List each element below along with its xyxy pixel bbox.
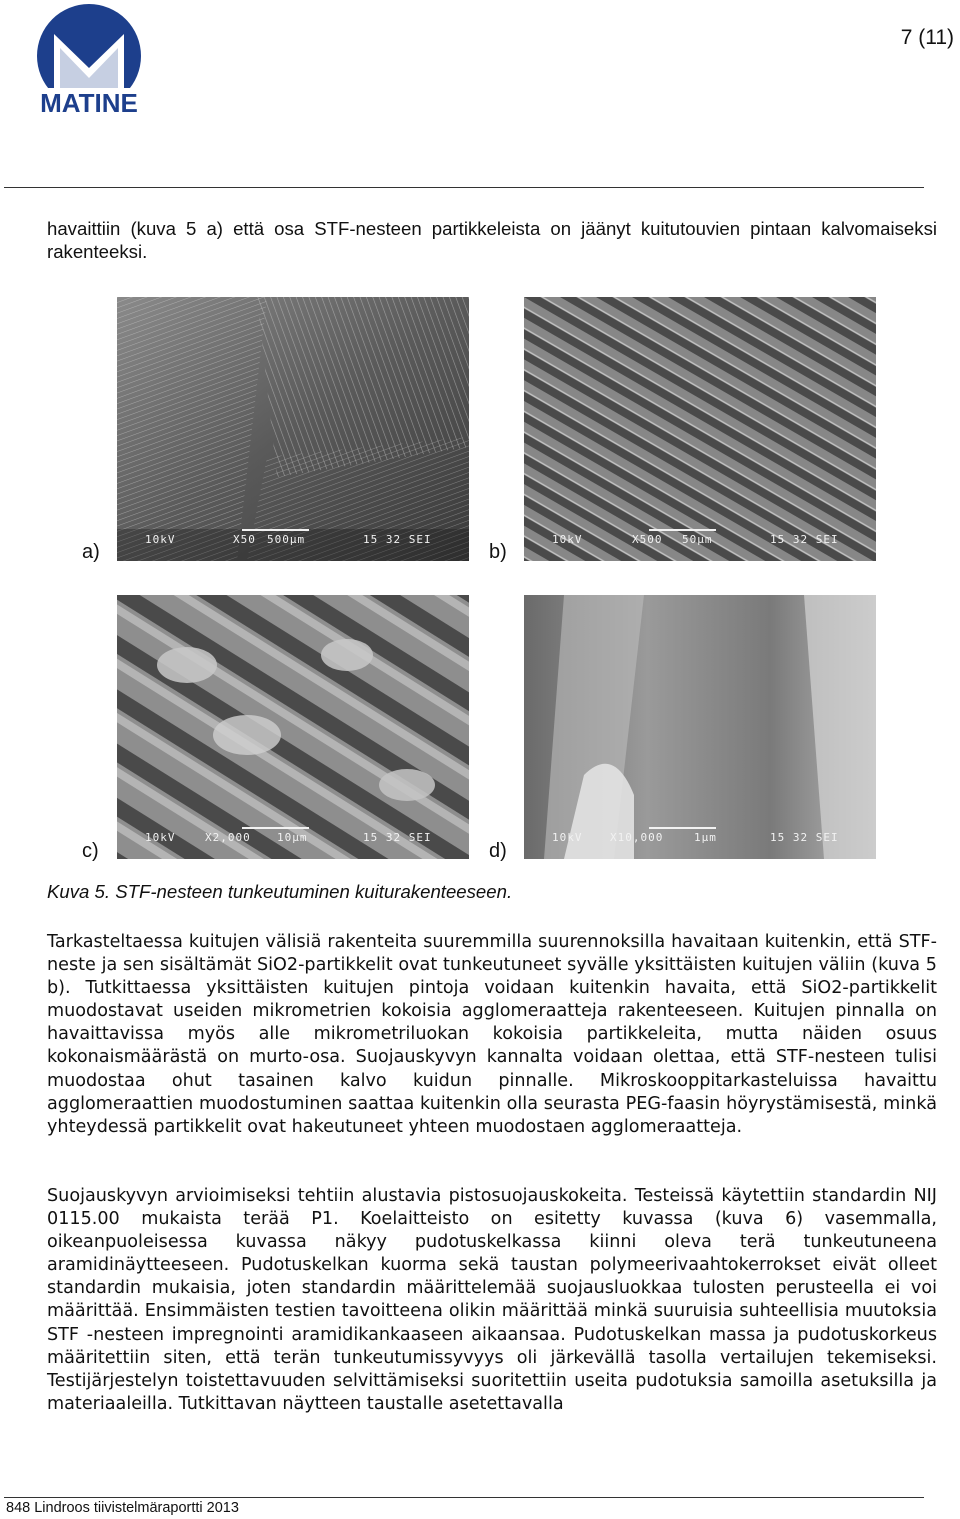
figure-caption: Kuva 5. STF-nesteen tunkeutuminen kuiturakenteeseen. — [47, 881, 513, 902]
sem-magnification: X10,000 — [610, 831, 664, 844]
sem-kv: 10kV — [552, 533, 583, 546]
footer-divider — [4, 1497, 924, 1498]
sem-kv: 10kV — [552, 831, 583, 844]
sem-id: 15 32 SEI — [770, 831, 839, 844]
sem-id: 15 32 SEI — [363, 533, 432, 546]
sem-scale: 50µm — [682, 533, 713, 546]
sem-id: 15 32 SEI — [363, 831, 432, 844]
sem-scale: 500µm — [267, 533, 306, 546]
sem-kv: 10kV — [145, 533, 176, 546]
sem-image-a — [117, 297, 469, 561]
sem-image-c — [117, 595, 469, 859]
figure-label-b: b) — [489, 541, 507, 563]
figure-label-c: c) — [82, 840, 99, 862]
sem-id: 15 32 SEI — [770, 533, 839, 546]
sem-magnification: X50 — [233, 533, 256, 546]
footer-text: 848 Lindroos tiivistelmäraportti 2013 — [6, 1500, 239, 1516]
sem-kv: 10kV — [145, 831, 176, 844]
page-number: 7 (11) — [900, 26, 954, 49]
figure-label-a: a) — [82, 541, 100, 563]
sem-scale: 10µm — [277, 831, 308, 844]
intro-paragraph: havaittiin (kuva 5 a) että osa STF-nesteen partikkeleista on jäänyt kuitutouvien pintaan kalvomaiseksi rakenteeksi. — [47, 218, 937, 263]
figure-label-d: d) — [489, 840, 507, 862]
sem-magnification: X2,000 — [205, 831, 251, 844]
sem-scale: 1µm — [694, 831, 717, 844]
matine-logo — [22, 4, 156, 116]
body-paragraph-2: Suojauskyvyn arvioimiseksi tehtiin alustavia pistosuojauskokeita. Testeissä käytettiin standardin NIJ 0115.00 mukaista terää P1. Koelaitteisto on esitetty kuvassa (kuva 6) vasemmalla, oikeanpuoleisessa kuvassa näkyy pudotuskelkassa kiinni oleva terä tunkeutuneena aramidinäytteeseen. Pudotuskelkan kuorma sekä taustan polymeerivaahtokerrokset eivät olleet standardin mukaisia, joten standardin määrittelemää suojausluokkaa tulosten perusteella ei voi määrittää. Ensimmäisten testien tavoitteena olikin määrittää minkä suuruisia suhteellisia muutoksia STF -nesteen impregnointi aramidikankaaseen aikaansaa. Pudotuskelkan massa ja pudotuskorkeus määritettiin siten, että terän tunkeutumissyvyys oli järkevällä tasolla vertailujen tekemiseksi. Testijärjestelyn toistettavuuden selvittämiseksi suoritettiin useita pudotuksia samoilla asetuksilla ja materiaaleilla. Tutkittavan näytteen taustalle asetettavalla — [47, 1186, 937, 1414]
sem-image-d — [524, 595, 876, 859]
body-paragraph-1: Tarkasteltaessa kuitujen välisiä rakenteita suuremmilla suurennoksilla havaitaan kuitenkin, että STF-neste ja sen sisältämät SiO2-partikkelit ovat tunkeutuneet syvälle yksittäisten kuitujen väliin (kuva 5 b). Tutkittaessa yksittäisten kuitujen pintoja voidaan kuitenkin havaita, että SiO2-partikkelit muodostavat useiden mikrometrien kokoisia agglomeraatteja rakenteeseen. Kuitujen pinnalla on havaittavissa myös alle mikrometriluokan kokoisia partikkeleita, mutta näiden osuus kokonaismäärästä on murto-osa. Suojauskyvyn kannalta voidaan olettaa, että STF-nesteen tulisi muodostaa ohut tasainen kalvo kuidun pinnalle. Mikroskooppitarkasteluissa havaittu agglomeraattien muodostuminen saattaa kuitenkin olla seurasta PEG-faasin höyrystämisestä, minkä yhteydessä partikkelit ovat hakeutuneet yhteen muodostaen agglomeraatteja. — [47, 932, 937, 1137]
matine-logo-mark — [22, 4, 156, 116]
logo-wordmark: MATINE — [40, 88, 138, 116]
sem-image-b — [524, 297, 876, 561]
header-divider — [4, 187, 924, 188]
sem-magnification: X500 — [632, 533, 663, 546]
